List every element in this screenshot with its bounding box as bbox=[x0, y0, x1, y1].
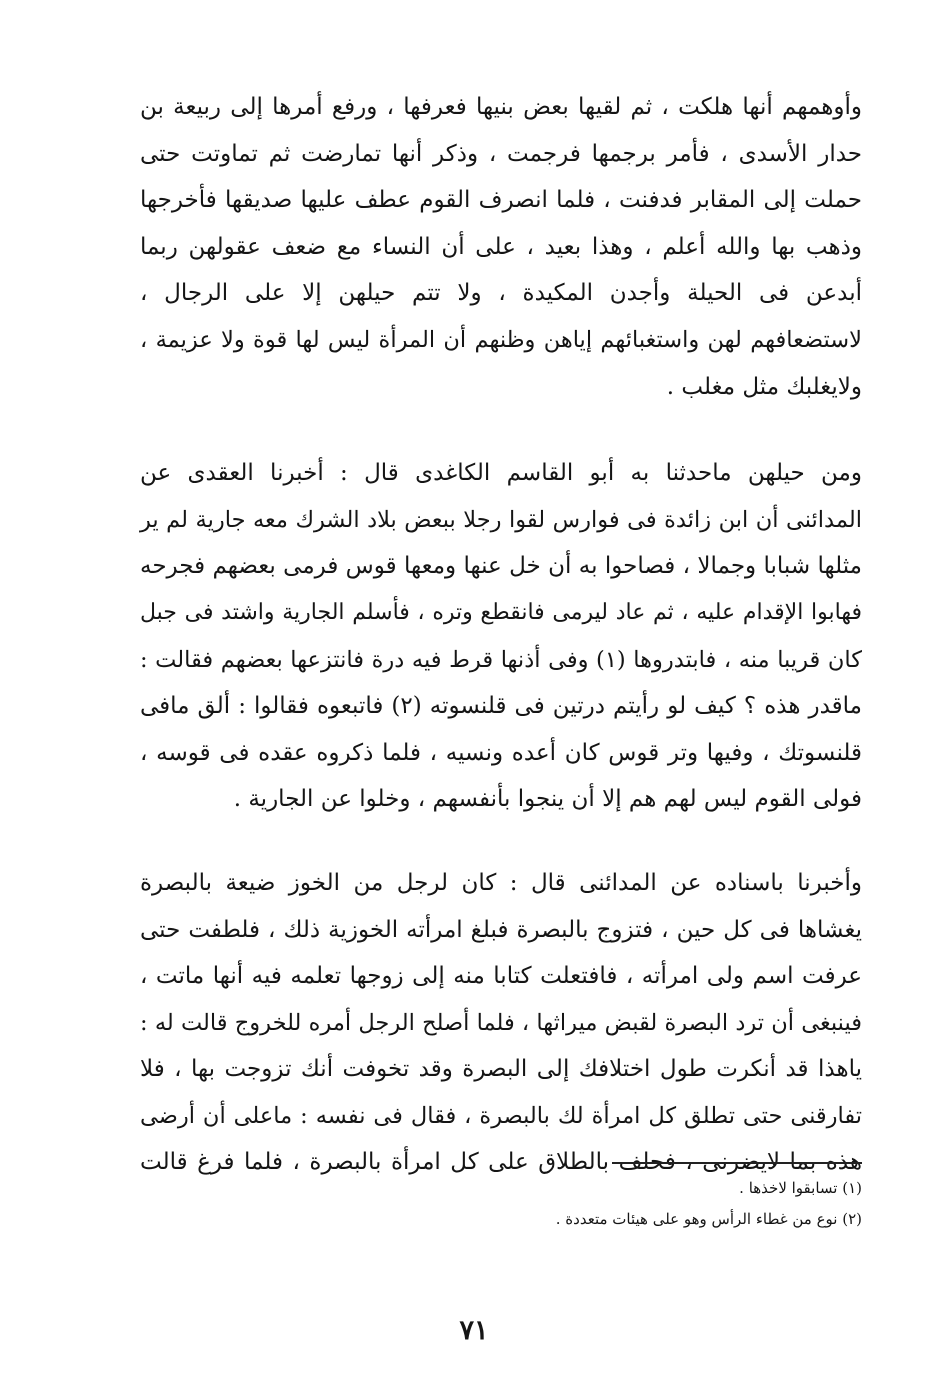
text-line: وأخبرنا باسناده عن المدائنى قال : كان لرجل من الخوز ضيعة بالبصرة bbox=[140, 869, 862, 896]
text-line: حملت إلى المقابر فدفنت ، فلما انصرف القوم عطف عليها صديقها فأخرجها bbox=[140, 187, 862, 214]
paragraph-gap bbox=[140, 823, 862, 860]
page-number: ٧١ bbox=[459, 1315, 489, 1346]
text-line: ماقدر هذه ؟ كيف لو رأيتم درتين فى قلنسوته (٢) فاتبعوه فقالوا : ألق مافى bbox=[140, 693, 863, 720]
text-line: كان قريبا منه ، فابتدروها (١) وفى أذنها قرط فيه درة فانتزعها بعضهم فقالت : bbox=[140, 646, 862, 673]
text-line: وذهب بها والله أعلم ، وهذا بعيد ، على أن النساء مع ضعف عقولهن ربما bbox=[140, 233, 862, 260]
text-line: أبدعن فى الحيلة وأجدن المكيدة ، ولا تتم حيلهن إلا على الرجال ، bbox=[140, 280, 862, 307]
text-line: ياهذا قد أنكرت طول اختلافك إلى البصرة وقد تخوفت أنك تزوجت بها ، فلا bbox=[140, 1056, 862, 1083]
footnote-2: (٢) نوع من غطاء الرأس وهو على هيئات متعددة . bbox=[555, 1210, 862, 1228]
main-text bbox=[140, 84, 862, 1186]
text-line: حدار الأسدى ، فأمر برجمها فرجمت ، وذكر أنها تمارضت ثم تماوتت حتى bbox=[140, 140, 862, 167]
text-line: مثلها شبابا وجمالا ، فصاحوا به أن خل عنها ومعها قوس فرمى بعضهم فجرحه bbox=[140, 553, 862, 580]
text-line: قلنسوتك ، وفيها وتر قوس كان أعده ونسيه ، فلما ذكروه عقده فى قوسه ، bbox=[140, 739, 862, 766]
footnote-divider bbox=[612, 1162, 862, 1164]
text-line: هذه بما لايضرنى ، فحلف بالطلاق على كل امرأة بالبصرة ، فلما فرغ قالت bbox=[140, 1149, 862, 1176]
text-line: فهابوا الإقدام عليه ، ثم عاد ليرمى فانقطع وتره ، فأسلم الجارية واشتد فى جبل bbox=[140, 599, 862, 625]
text-line: ومن حيلهن ماحدثنا به أبو القاسم الكاغدى قال : أخبرنا العقدى عن bbox=[140, 460, 862, 487]
paragraph-2 bbox=[140, 450, 862, 823]
text-line: تفارقنى حتى تطلق كل امرأة لك بالبصرة ، فقال فى نفسه : ماعلى أن أرضى bbox=[140, 1102, 862, 1129]
paragraph-1 bbox=[140, 84, 862, 410]
footnote-1: (١) تسابقوا لاخذها . bbox=[739, 1179, 862, 1197]
text-line: عرفت اسم ولى امرأته ، فافتعلت كتابا منه إلى زوجها تعلمه فيه أنها ماتت ، bbox=[140, 963, 862, 990]
text-line: فينبغى أن ترد البصرة لقبض ميراثها ، فلما أصلح الرجل أمره للخروج قالت له : bbox=[140, 1009, 862, 1036]
text-line: ولايغلبك مثل مغلب . bbox=[666, 373, 862, 400]
footnotes bbox=[420, 1173, 862, 1235]
text-line: وأوهمهم أنها هلكت ، ثم لقيها بعض بنيها فعرفها ، ورفع أمرها إلى ربيعة بن bbox=[140, 94, 862, 120]
text-line: لاستضعافهم لهن واستغبائهم إياهن وظنهم أن المرأة ليس لها قوة ولا عزيمة ، bbox=[140, 326, 862, 353]
text-line: المدائنى أن ابن زائدة فى فوارس لقوا رجلا ببعض بلاد الشرك معه جارية لم ير bbox=[140, 506, 862, 533]
text-line: يغشاها فى كل حين ، فتزوج بالبصرة فبلغ امرأته الخوزية ذلك ، فلطفت حتى bbox=[140, 916, 862, 943]
paragraph-3 bbox=[140, 860, 862, 1186]
text-line: فولى القوم ليس لهم هم إلا أن ينجوا بأنفسهم ، وخلوا عن الجارية . bbox=[233, 786, 862, 813]
paragraph-gap bbox=[140, 410, 862, 450]
